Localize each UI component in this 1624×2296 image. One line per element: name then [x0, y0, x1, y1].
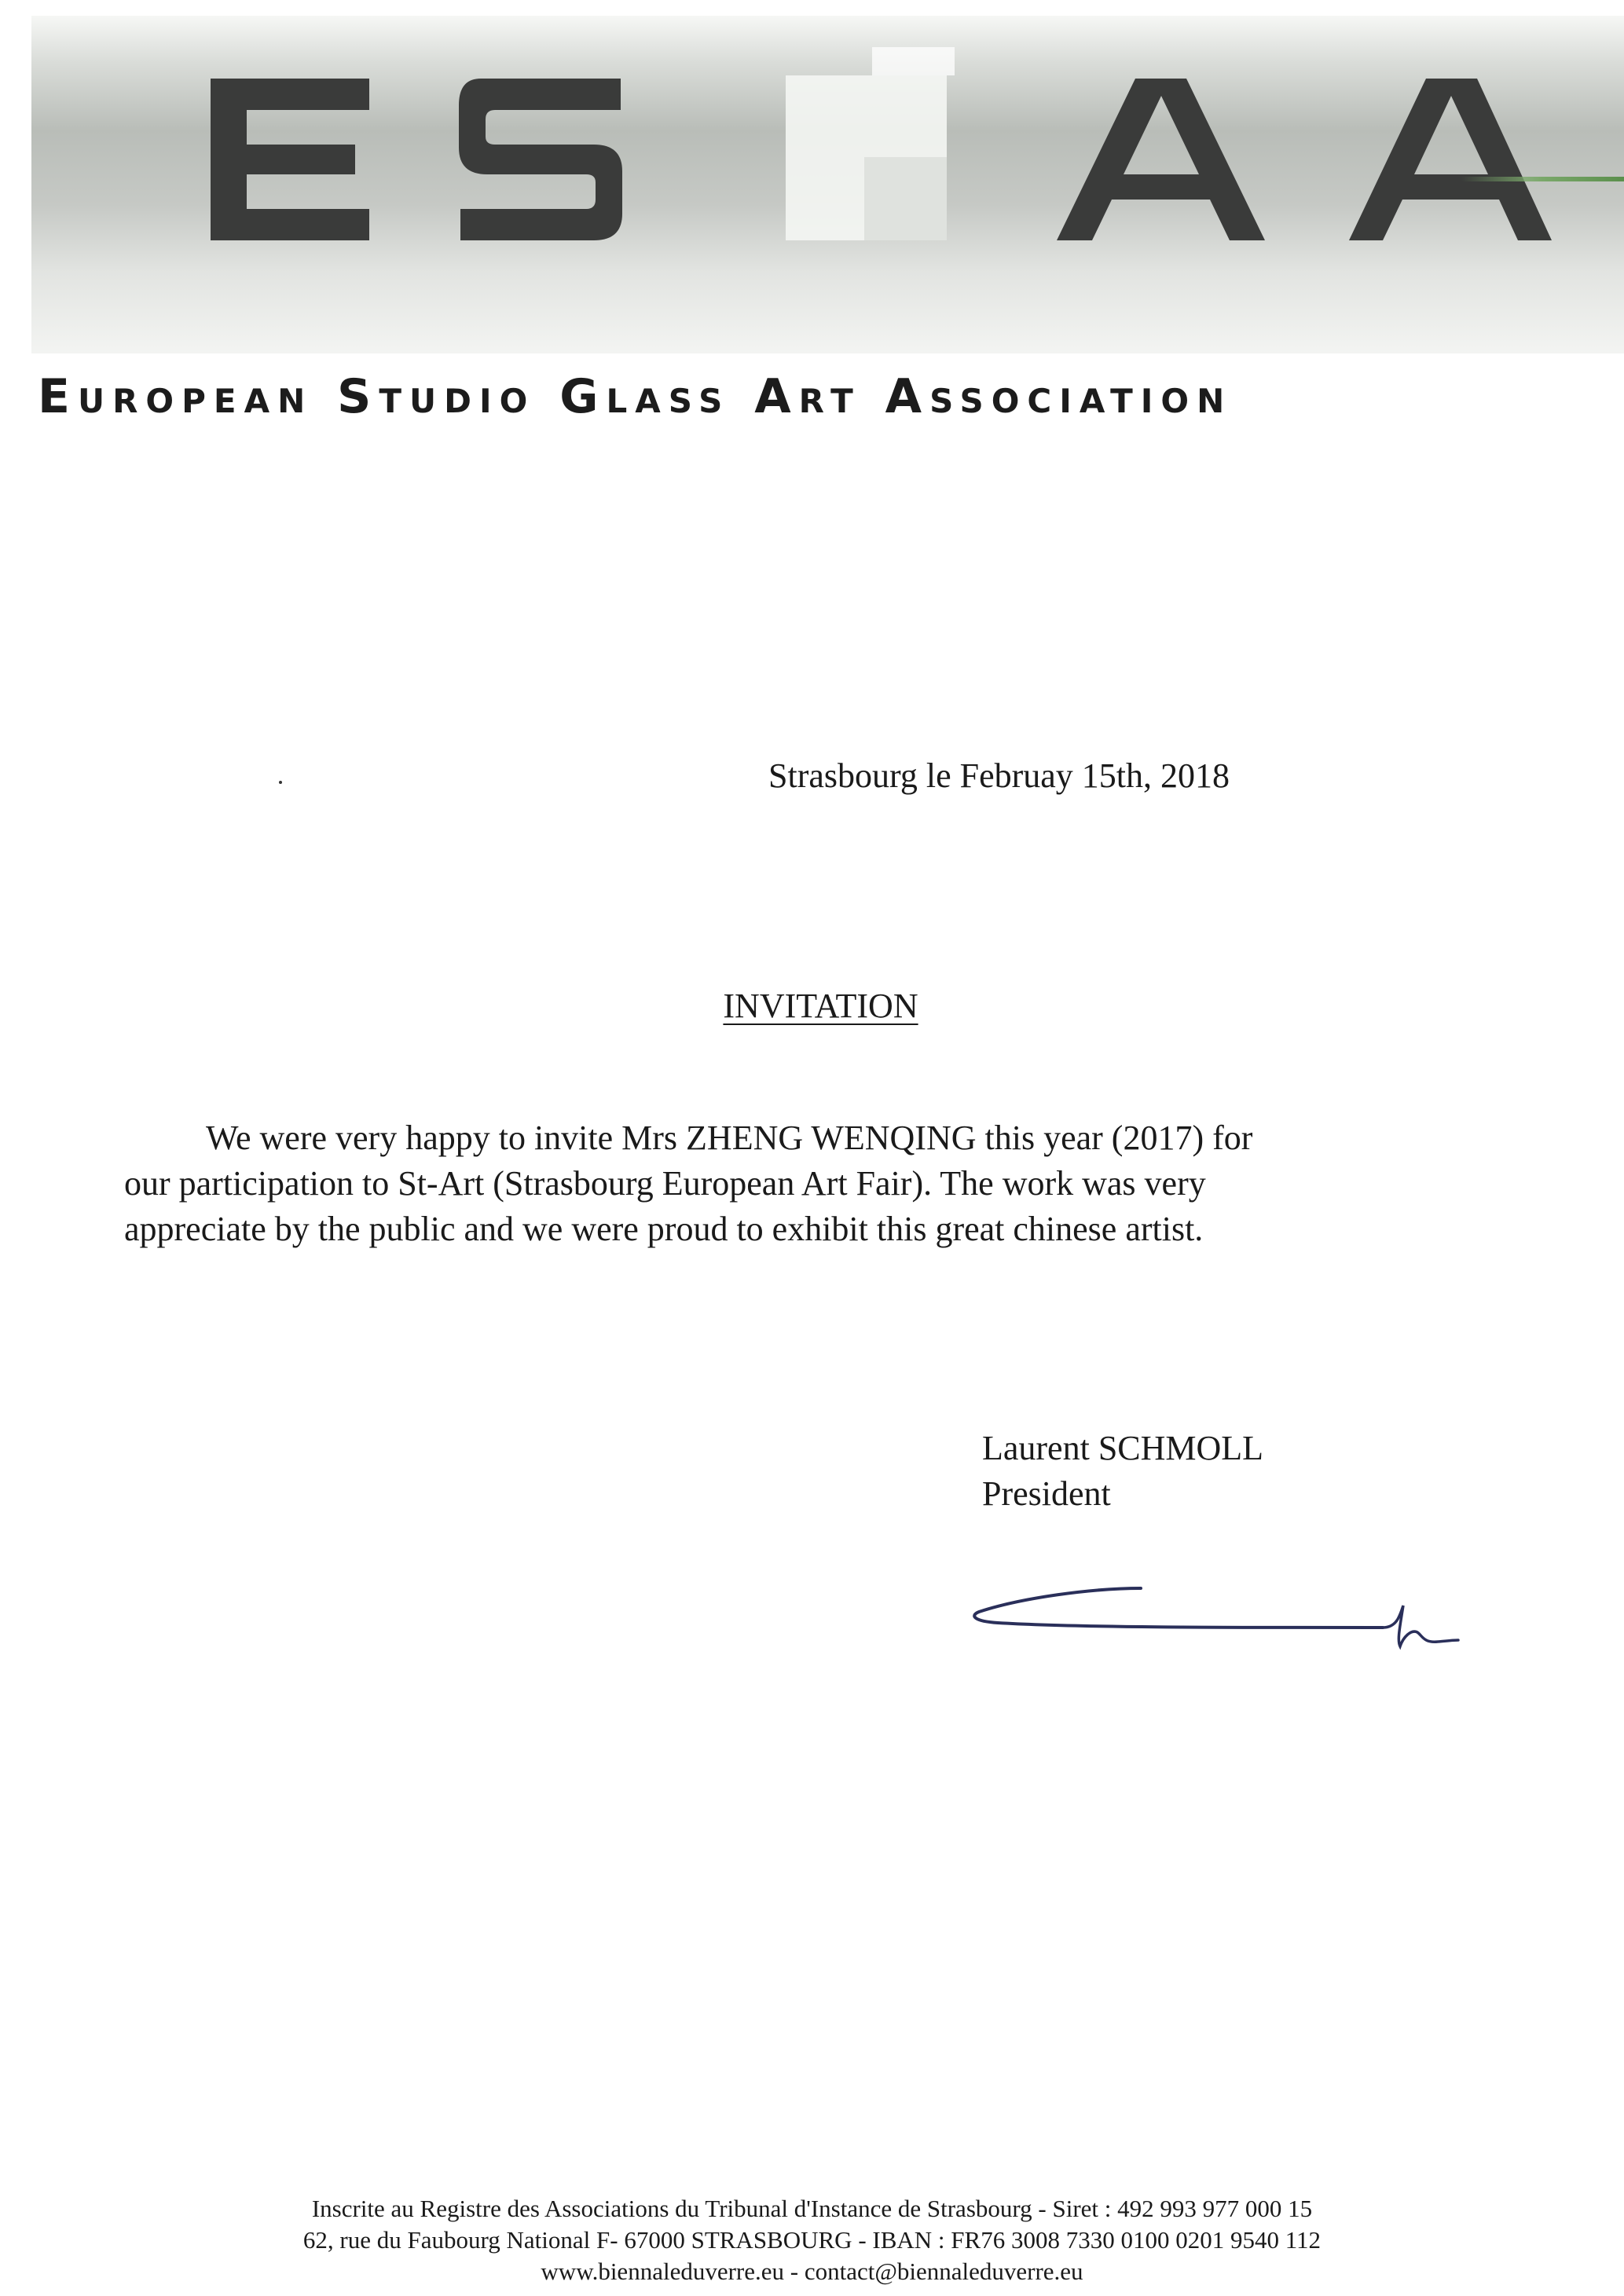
footer-address: 62, rue du Faubourg National F- 67000 STRASBOURG - IBAN : FR76 3008 7330 0100 0201 9540 112 [302, 2226, 1322, 2254]
date-line: Strasbourg le Februay 15th, 2018 [768, 756, 1230, 795]
esgaa-logo [0, 0, 1624, 369]
paper-speck [279, 781, 282, 784]
body-line-3: appreciate by the public and we were proud to exhibit this great chinese artist. [124, 1210, 1204, 1248]
footer [0, 2193, 1624, 2287]
footer-contact: www.biennaleduverre.eu - contact@biennaleduverre.eu [541, 2258, 1083, 2285]
association-name: European Studio Glass Art Association [38, 369, 1233, 424]
logo-letter-a2 [1349, 79, 1552, 240]
body-line-1: We were very happy to invite Mrs ZHENG WENQING this year (2017) for [206, 1119, 1253, 1157]
heading-text: INVITATION [723, 987, 918, 1025]
signatory-name: Laurent SCHMOLL [982, 1429, 1264, 1467]
logo-accent-line [1461, 177, 1624, 181]
letter-heading [0, 986, 1624, 1026]
signatory-block [982, 1426, 1263, 1517]
logo-letter-e [211, 79, 369, 240]
letterhead [0, 0, 1624, 440]
logo-letter-s [459, 79, 622, 240]
footer-registration: Inscrite au Registre des Associations du Tribunal d'Instance de Strasbourg - Siret : 492 993 977 000 15 [311, 2195, 1313, 2222]
logo-letter-g [786, 47, 955, 240]
signatory-title: President [982, 1474, 1111, 1513]
logo-letter-a1 [1057, 79, 1265, 240]
letter-body [101, 1115, 1421, 1252]
handwritten-signature [966, 1571, 1469, 1681]
body-line-2: our participation to St-Art (Strasbourg European Art Fair). The work was very [124, 1164, 1206, 1203]
